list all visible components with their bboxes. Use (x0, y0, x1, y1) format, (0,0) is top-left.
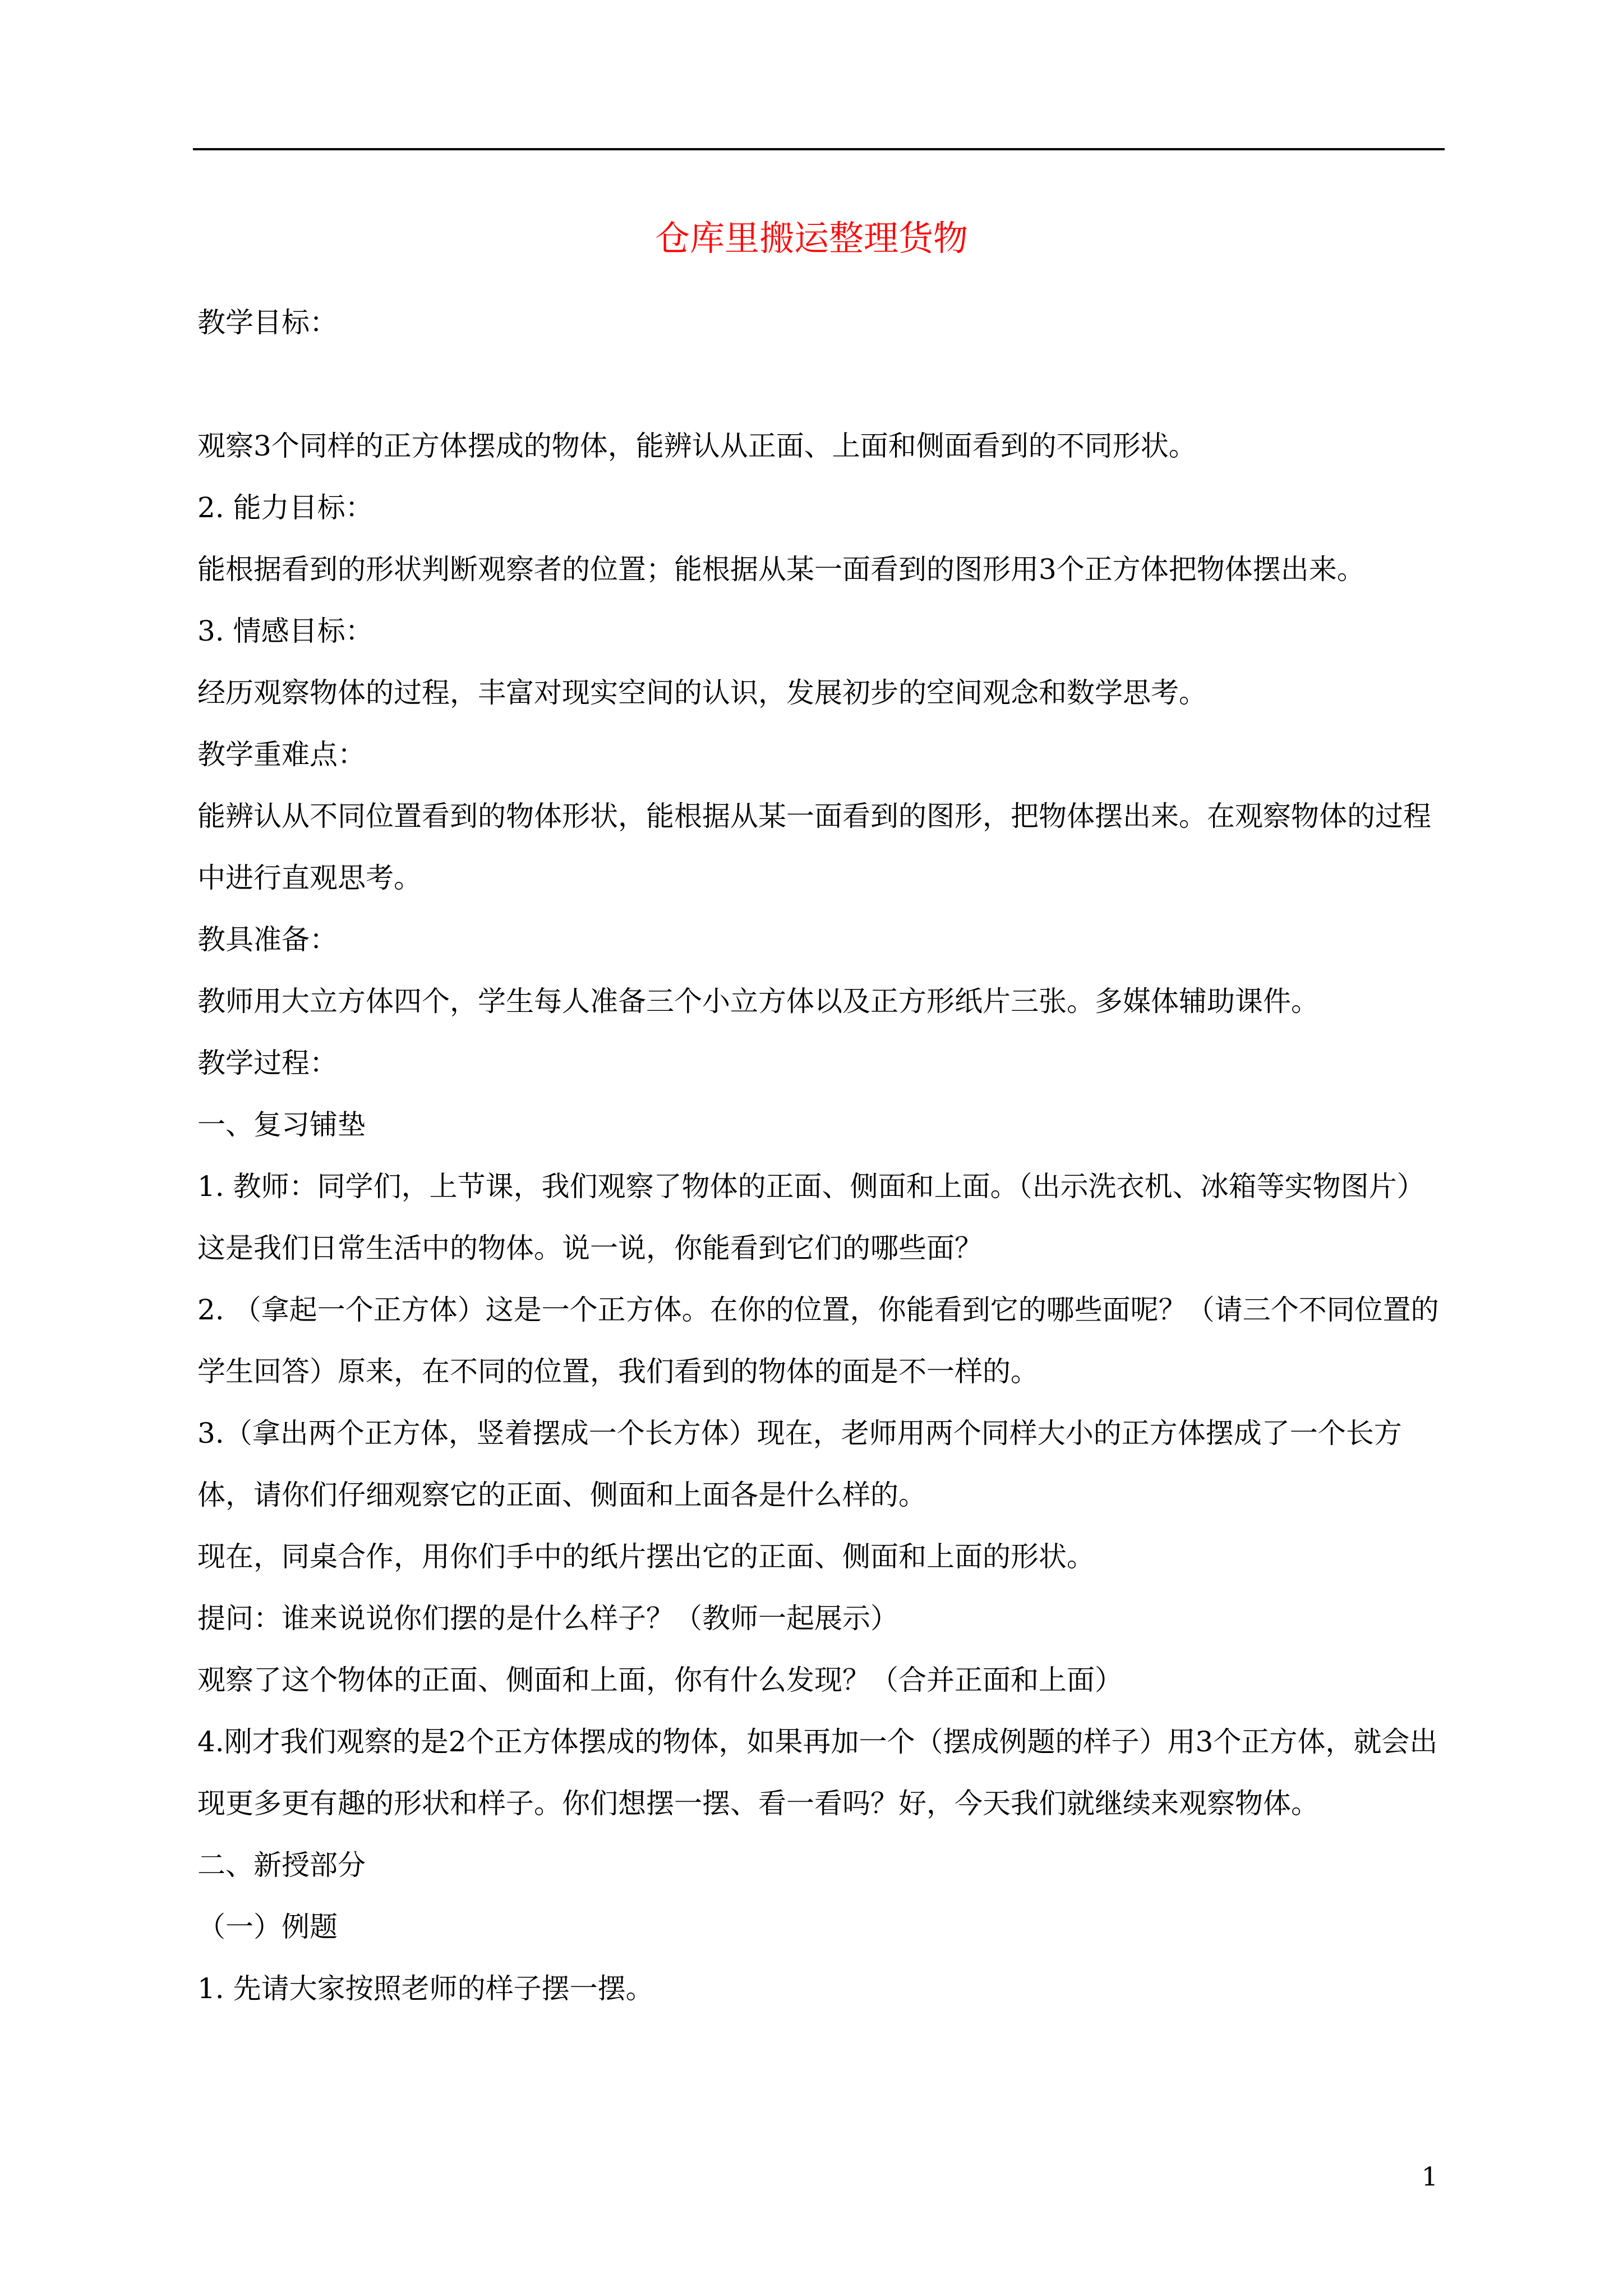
paragraph: 3.（拿出两个正方体，竖着摆成一个长方体）现在，老师用两个同样大小的正方体摆成了一个长方体，请你们仔细观察它的正面、侧面和上面各是什么样的。 (197, 1417, 1402, 1511)
paragraph: 2. 能力目标： (197, 491, 374, 524)
section-heading: 二、新授部分 (197, 1849, 366, 1881)
header-rule (193, 148, 1445, 150)
paragraph: 教师用大立方体四个，学生每人准备三个小立方体以及正方形纸片三张。多媒体辅助课件。 (197, 985, 1319, 1018)
paragraph: 1. 先请大家按照老师的样子摆一摆。 (197, 1972, 654, 2005)
paragraph: 观察了这个物体的正面、侧面和上面，你有什么发现？（合并正面和上面） (197, 1664, 1123, 1696)
paragraph: 能根据看到的形状判断观察者的位置；能根据从某一面看到的图形用3个正方体把物体摆出来。 (197, 553, 1365, 586)
paragraph-heading-key-points: 教学重难点： (197, 738, 366, 771)
paragraph: 3. 情感目标： (197, 615, 374, 647)
blank-line (197, 353, 1448, 415)
paragraph: 观察3个同样的正方体摆成的物体，能辨认从正面、上面和侧面看到的不同形状。 (197, 430, 1197, 462)
paragraph: 1. 教师：同学们，上节课，我们观察了物体的正面、侧面和上面。（出示洗衣机、冰箱等实物图片）这是我们日常生活中的物体。说一说，你能看到它们的哪些面？ (197, 1170, 1425, 1264)
paragraph: 能辨认从不同位置看到的物体形状，能根据从某一面看到的图形，把物体摆出来。在观察物体的过程中进行直观思考。 (197, 800, 1431, 894)
page-number: 1 (1421, 2161, 1438, 2192)
paragraph: 4.刚才我们观察的是2个正方体摆成的物体，如果再加一个（摆成例题的样子）用3个正方体，就会出现更多更有趣的形状和样子。你们想摆一摆、看一看吗？好，今天我们就继续来观察物体。 (197, 1726, 1438, 1820)
subsection-heading: （一）例题 (197, 1911, 338, 1943)
paragraph-heading-objectives: 教学目标： (197, 306, 338, 339)
document-title: 仓库里搬运整理货物 (654, 218, 968, 259)
paragraph: 经历观察物体的过程，丰富对现实空间的认识，发展初步的空间观念和数学思考。 (197, 677, 1207, 709)
paragraph: 2. （拿起一个正方体）这是一个正方体。在你的位置，你能看到它的哪些面呢？（请三个不同位置的学生回答）原来，在不同的位置，我们看到的物体的面是不一样的。 (197, 1294, 1439, 1388)
paragraph: 提问：谁来说说你们摆的是什么样子？（教师一起展示） (197, 1602, 898, 1635)
paragraph-heading-materials: 教具准备： (197, 923, 338, 956)
document-body (197, 292, 1448, 2019)
section-heading: 一、复习铺垫 (197, 1108, 366, 1141)
paragraph: 现在，同桌合作，用你们手中的纸片摆出它的正面、侧面和上面的形状。 (197, 1540, 1095, 1573)
paragraph-heading-process: 教学过程： (197, 1047, 338, 1079)
